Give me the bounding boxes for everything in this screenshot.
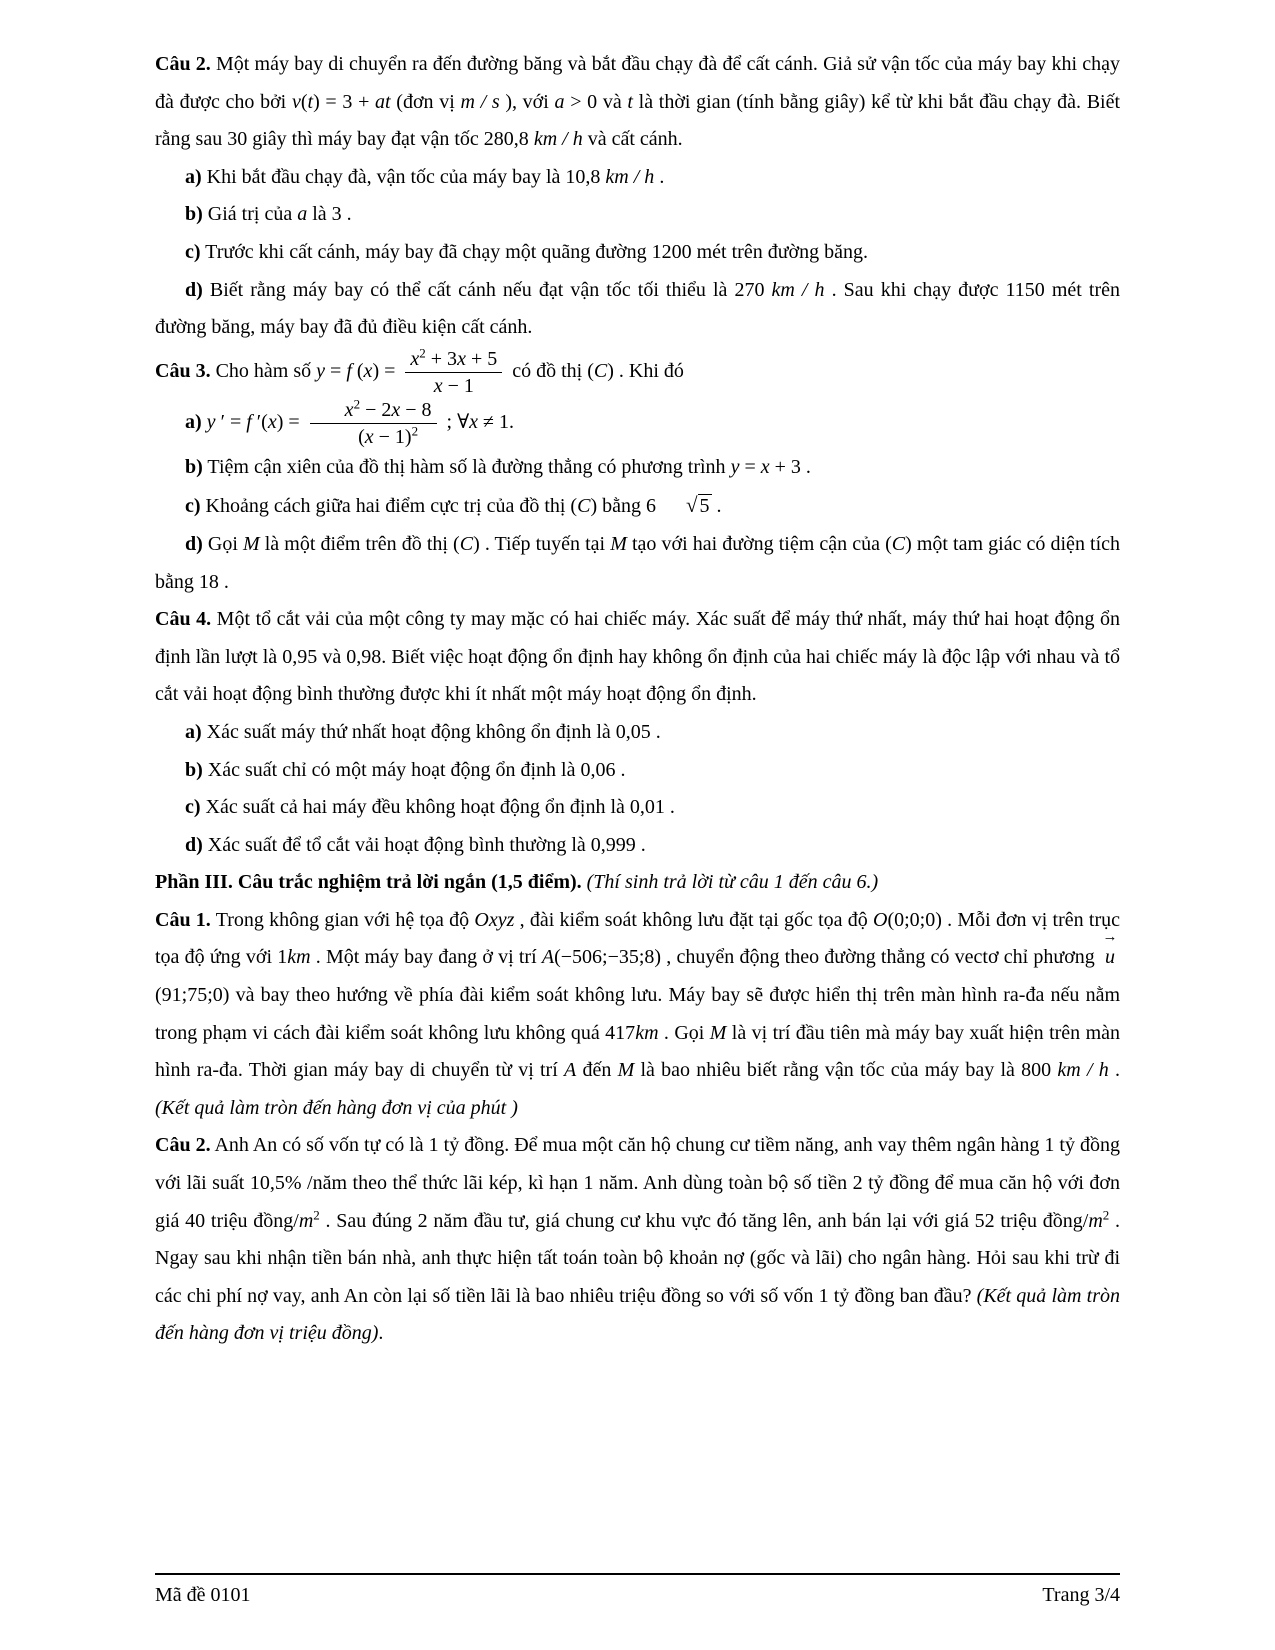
option-item: d) Xác suất để tổ cắt vải hoạt động bình thường là 0,999 . bbox=[185, 833, 646, 856]
option-item: c) Xác suất cả hai máy đều không hoạt động ổn định là 0,01 . bbox=[185, 796, 675, 819]
option-item: b) Xác suất chỉ có một máy hoạt động ổn định là 0,06 . bbox=[185, 758, 626, 781]
option-item: a) y ′ = f ′(x) = $\frac{x^2 - 2x - 8}{(x - 1)^2}$ ; ∀x ≠ 1. bbox=[185, 396, 515, 448]
fraction: $\frac{x^2 + 3x + 5}{x - 1}$ bbox=[405, 347, 502, 398]
option-item: c) Trước khi cất cánh, máy bay đã chạy một quãng đường 1200 mét trên đường băng. bbox=[185, 240, 868, 263]
option-item: d) Biết rằng máy bay có thể cất cánh nếu đạt vận tốc tối thiểu là 270 km / h . Sau khi chạy được 1150 mét trên đường băng, máy bay đã đủ điều kiện cất cánh. bbox=[155, 278, 1120, 339]
page-number: Trang 3/4 bbox=[1042, 1584, 1120, 1606]
option-item: b) Tiệm cận xiên của đồ thị hàm số là đường thẳng có phương trình y = x + 3 . bbox=[185, 455, 811, 478]
question-paragraph: Câu 4. Một tổ cắt vải của một công ty may mặc có hai chiếc máy. Xác suất để máy thứ nhất, máy thứ hai hoạt động ổn định lần lượt là 0,95 và 0,98. Biết việc hoạt động ổn định hay không ổn định của hai chiếc máy là độc lập với nhau và tổ cắt vải hoạt động bình thường được khi ít nhất một máy hoạt động ổn định. bbox=[155, 608, 1120, 706]
option-item: b) Giá trị của a là 3 . bbox=[185, 203, 352, 226]
vector-symbol: → u bbox=[1102, 929, 1118, 969]
fraction: $\frac{x^2 - 2x - 8}{(x - 1)^2}$ bbox=[310, 398, 437, 449]
question-paragraph: Câu 1. Trong không gian với hệ tọa độ Oxyz , đài kiểm soát không lưu đặt tại gốc tọa độ O(0;0;0) . Mỗi đơn vị trên trục tọa độ ứng với 1km . Một máy bay đang ở vị trí A(−506;−35;8) , chuyển động theo đường thẳng có vectơ chỉ phương → u (91;75;0) và bay theo hướng về phía đài kiểm soát không lưu. Máy bay sẽ được hiển thị trên màn hình ra-đa nếu nằm trong phạm vi cách đài kiểm soát không lưu không quá 417km . Gọi M là vị trí đầu tiên mà máy bay xuất hiện trên màn hình ra-đa. Thời gian máy bay di chuyển từ vị trí A đến M là bao nhiêu biết rằng vận tốc của máy bay là 800 km / h . (Kết quả làm tròn đến hàng đơn vị của phút ) bbox=[155, 908, 1121, 1119]
question-paragraph: Câu 3. Cho hàm số y = f (x) = $\frac{x^2 + 3x + 5}{x - 1}$ có đồ thị (C) . Khi đó bbox=[155, 345, 684, 397]
sqrt-expression: √ 5 bbox=[685, 493, 710, 518]
exam-code: Mã đề 0101 bbox=[155, 1584, 251, 1606]
option-item: d) Gọi M là một điểm trên đồ thị (C) . Tiếp tuyến tại M tạo với hai đường tiệm cận của (C) một tam giác có diện tích bằng 18 . bbox=[155, 532, 1121, 593]
option-item: a) Xác suất máy thứ nhất hoạt động không ổn định là 0,05 . bbox=[185, 720, 661, 743]
section-heading: Phần III. Câu trắc nghiệm trả lời ngắn (1,5 điểm). (Thí sinh trả lời từ câu 1 đến câu 6.) bbox=[155, 871, 879, 894]
document-content bbox=[155, 46, 1120, 1573]
option-item: a) Khi bắt đầu chạy đà, vận tốc của máy bay là 10,8 km / h . bbox=[185, 165, 665, 188]
option-item: c) Khoảng cách giữa hai điểm cực trị của đồ thị (C) bằng 6 √ 5 . bbox=[155, 486, 1120, 526]
page-footer bbox=[155, 1573, 1120, 1608]
question-paragraph: Câu 2. Anh An có số vốn tự có là 1 tỷ đồng. Để mua một căn hộ chung cư tiềm năng, anh vay thêm ngân hàng 1 tỷ đồng với lãi suất 10,5% /năm theo thể thức lãi kép, kì hạn 1 năm. Anh dùng toàn bộ số tiền 2 tỷ đồng để mua căn hộ với đơn giá 40 triệu đồng/$m^2$ . Sau đúng 2 năm đầu tư, giá chung cư khu vực đó tăng lên, anh bán lại với giá 52 triệu đồng/$m^2$ . Ngay sau khi nhận tiền bán nhà, anh thực hiện tất toán toàn bộ khoản nợ (gốc và lãi) cho ngân hàng. Hỏi sau khi trừ đi các chi phí nợ vay, anh An còn lại số tiền lãi là bao nhiêu triệu đồng so với số vốn 1 tỷ đồng ban đầu? (Kết quả làm tròn đến hàng đơn vị triệu đồng). bbox=[155, 1134, 1121, 1345]
question-paragraph: Câu 2. Một máy bay di chuyển ra đến đường băng và bắt đầu chạy đà để cất cánh. Giả sử vận tốc của máy bay khi chạy đà được cho bởi v(t) = 3 + at (đơn vị m / s ), với a > 0 và t là thời gian (tính bằng giây) kể từ khi bắt đầu chạy đà. Biết rằng sau 30 giây thì máy bay đạt vận tốc 280,8 km / h và cất cánh. bbox=[155, 53, 1121, 151]
